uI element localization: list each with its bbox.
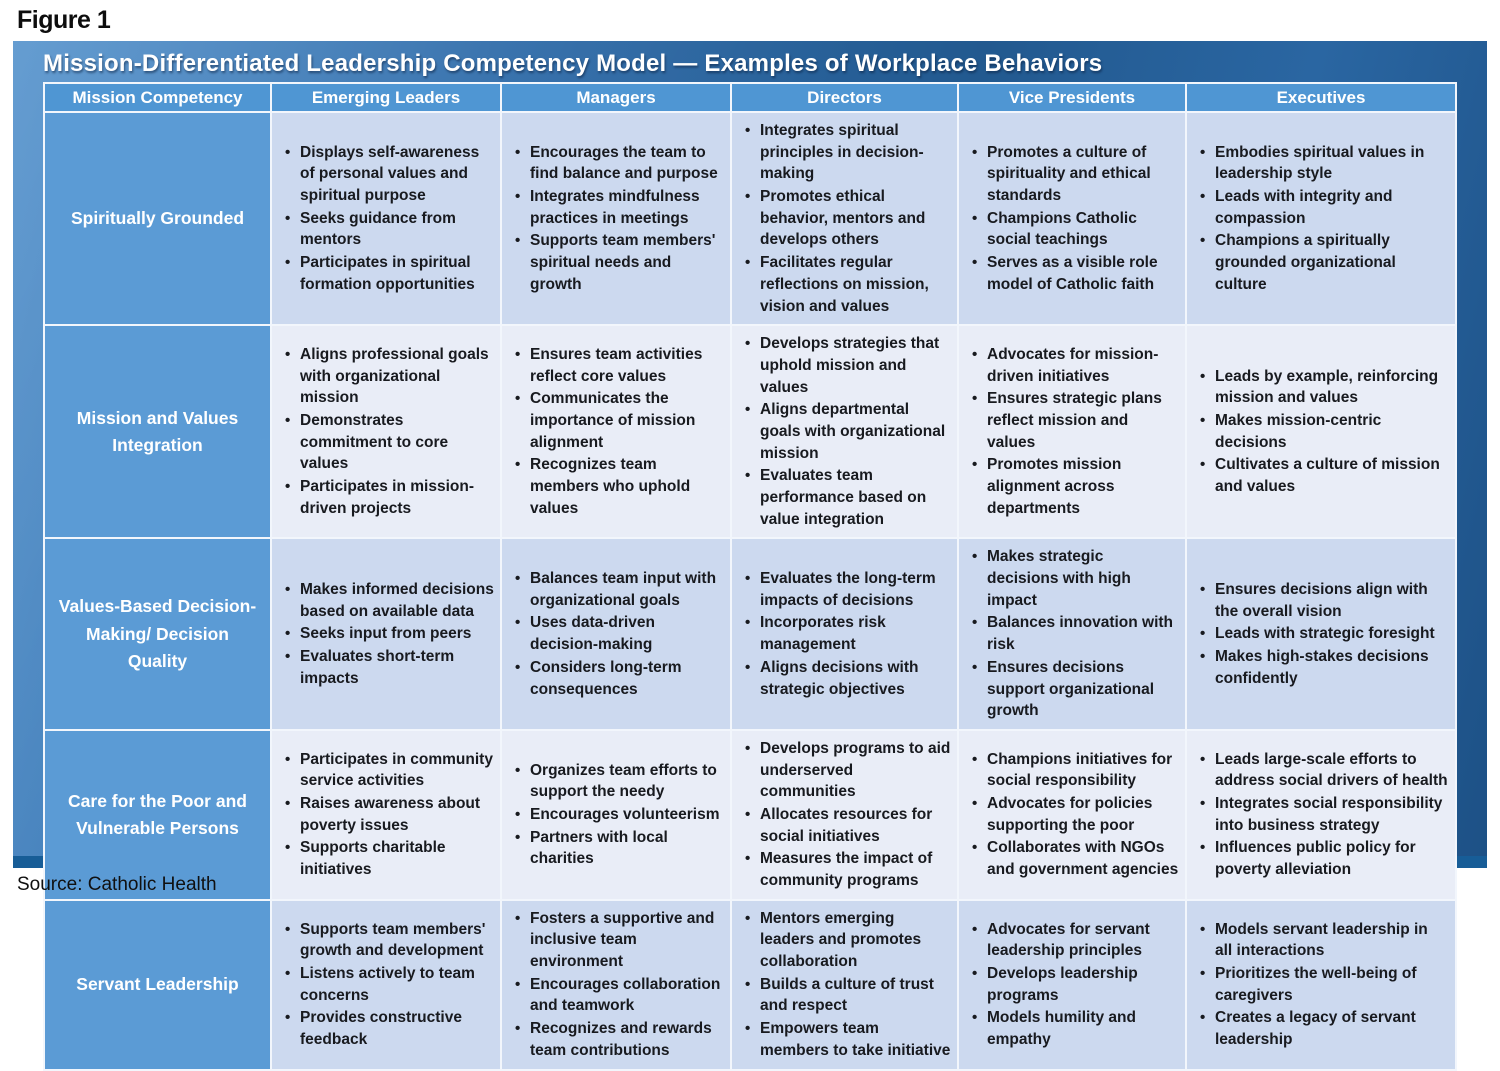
behavior-cell	[271, 112, 501, 325]
behavior-item: • Makes mission-centric decisions	[1197, 410, 1449, 453]
behavior-cell	[958, 730, 1186, 900]
behavior-item: • Prioritizes the well-being of caregivers	[1197, 963, 1449, 1006]
behavior-list	[1191, 366, 1451, 498]
behavior-cell	[271, 325, 501, 538]
behavior-list	[736, 738, 953, 892]
behavior-item: • Models servant leadership in all interactions	[1197, 919, 1449, 962]
behavior-item: • Incorporates risk management	[742, 612, 951, 655]
behavior-item: • Recognizes team members who uphold values	[512, 454, 724, 519]
behavior-list	[276, 749, 496, 881]
behavior-item: • Models humility and empathy	[969, 1007, 1179, 1050]
behavior-cell	[1186, 538, 1456, 730]
column-header-directors: Directors	[731, 83, 958, 112]
behavior-item: • Recognizes and rewards team contributions	[512, 1018, 724, 1061]
behavior-item: • Demonstrates commitment to core values	[282, 410, 494, 475]
behavior-list	[276, 579, 496, 689]
behavior-cell	[271, 730, 501, 900]
behavior-item: • Evaluates the long-term impacts of decisions	[742, 568, 951, 611]
behavior-cell	[958, 900, 1186, 1070]
column-header-executives: Executives	[1186, 83, 1456, 112]
table-row	[44, 538, 1456, 730]
table-row	[44, 325, 1456, 538]
behavior-list	[736, 568, 953, 700]
behavior-cell	[731, 900, 958, 1070]
behavior-item: • Partners with local charities	[512, 827, 724, 870]
behavior-item: • Advocates for servant leadership principles	[969, 919, 1179, 962]
behavior-list	[963, 546, 1181, 722]
behavior-item: • Embodies spiritual values in leadership style	[1197, 142, 1449, 185]
behavior-item: • Leads with integrity and compassion	[1197, 186, 1449, 229]
behavior-list	[506, 142, 726, 296]
behavior-item: • Participates in spiritual formation opportunities	[282, 252, 494, 295]
behavior-cell	[958, 538, 1186, 730]
behavior-item: • Supports charitable initiatives	[282, 837, 494, 880]
behavior-item: • Participates in mission-driven projects	[282, 476, 494, 519]
behavior-cell	[1186, 112, 1456, 325]
behavior-cell	[501, 900, 731, 1070]
behavior-item: • Listens actively to team concerns	[282, 963, 494, 1006]
behavior-item: • Promotes a culture of spirituality and ethical standards	[969, 142, 1179, 207]
behavior-item: • Balances innovation with risk	[969, 612, 1179, 655]
behavior-list	[506, 344, 726, 520]
behavior-item: • Ensures strategic plans reflect mission and values	[969, 388, 1179, 453]
behavior-list	[963, 919, 1181, 1051]
behavior-item: • Ensures decisions align with the overall vision	[1197, 579, 1449, 622]
table-row	[44, 900, 1456, 1070]
behavior-item: • Promotes mission alignment across departments	[969, 454, 1179, 519]
behavior-list	[963, 142, 1181, 296]
column-header-emerging-leaders: Emerging Leaders	[271, 83, 501, 112]
behavior-cell	[1186, 325, 1456, 538]
table-row	[44, 730, 1456, 900]
behavior-item: • Considers long-term consequences	[512, 657, 724, 700]
behavior-cell	[1186, 900, 1456, 1070]
behavior-item: • Allocates resources for social initiatives	[742, 804, 951, 847]
behavior-item: • Balances team input with organizational goals	[512, 568, 724, 611]
behavior-item: • Integrates social responsibility into business strategy	[1197, 793, 1449, 836]
behavior-cell	[731, 325, 958, 538]
behavior-item: • Measures the impact of community programs	[742, 848, 951, 891]
behavior-list	[736, 908, 953, 1062]
column-header-managers: Managers	[501, 83, 731, 112]
table-body	[44, 83, 1456, 1070]
behavior-cell	[501, 730, 731, 900]
behavior-item: • Seeks guidance from mentors	[282, 208, 494, 251]
behavior-item: • Empowers team members to take initiative	[742, 1018, 951, 1061]
behavior-list	[506, 568, 726, 700]
competency-label: Spiritually Grounded	[44, 112, 271, 325]
behavior-item: • Develops strategies that uphold mission and values	[742, 333, 951, 398]
behavior-item: • Makes strategic decisions with high impact	[969, 546, 1179, 611]
behavior-list	[506, 760, 726, 870]
behavior-item: • Leads with strategic foresight	[1197, 623, 1449, 645]
behavior-cell	[501, 538, 731, 730]
behavior-list	[963, 749, 1181, 881]
behavior-item: • Creates a legacy of servant leadership	[1197, 1007, 1449, 1050]
behavior-cell	[271, 900, 501, 1070]
behavior-item: • Integrates spiritual principles in decision-making	[742, 120, 951, 185]
behavior-item: • Influences public policy for poverty alleviation	[1197, 837, 1449, 880]
behavior-cell	[501, 112, 731, 325]
behavior-cell	[958, 325, 1186, 538]
behavior-cell	[958, 112, 1186, 325]
behavior-item: • Evaluates team performance based on value integration	[742, 465, 951, 530]
behavior-item: • Advocates for mission-driven initiatives	[969, 344, 1179, 387]
competency-table	[43, 82, 1457, 1071]
behavior-item: • Collaborates with NGOs and government agencies	[969, 837, 1179, 880]
figure-label: Figure 1	[17, 6, 111, 34]
behavior-item: • Organizes team efforts to support the needy	[512, 760, 724, 803]
behavior-item: • Serves as a visible role model of Catholic faith	[969, 252, 1179, 295]
behavior-list	[1191, 919, 1451, 1051]
column-header-mission-competency: Mission Competency	[44, 83, 271, 112]
behavior-item: • Encourages volunteerism	[512, 804, 724, 826]
behavior-item: • Provides constructive feedback	[282, 1007, 494, 1050]
behavior-item: • Builds a culture of trust and respect	[742, 974, 951, 1017]
behavior-item: • Displays self-awareness of personal values and spiritual purpose	[282, 142, 494, 207]
behavior-list	[276, 142, 496, 296]
panel-title: Mission-Differentiated Leadership Competency Model — Examples of Workplace Behaviors	[43, 50, 1103, 77]
behavior-item: • Ensures team activities reflect core values	[512, 344, 724, 387]
behavior-item: • Supports team members' growth and development	[282, 919, 494, 962]
behavior-item: • Makes informed decisions based on available data	[282, 579, 494, 622]
behavior-item: • Facilitates regular reflections on mission, vision and values	[742, 252, 951, 317]
behavior-list	[506, 908, 726, 1062]
behavior-list	[276, 919, 496, 1051]
behavior-item: • Advocates for policies supporting the poor	[969, 793, 1179, 836]
behavior-item: • Develops leadership programs	[969, 963, 1179, 1006]
table-row	[44, 112, 1456, 325]
competency-label: Values-Based Decision-Making/ Decision Quality	[44, 538, 271, 730]
behavior-item: • Fosters a supportive and inclusive team environment	[512, 908, 724, 973]
behavior-item: • Ensures decisions support organizational growth	[969, 657, 1179, 722]
behavior-item: • Raises awareness about poverty issues	[282, 793, 494, 836]
behavior-item: • Evaluates short-term impacts	[282, 646, 494, 689]
competency-label: Servant Leadership	[44, 900, 271, 1070]
behavior-list	[1191, 749, 1451, 881]
behavior-item: • Champions a spiritually grounded organizational culture	[1197, 230, 1449, 295]
behavior-list	[963, 344, 1181, 520]
behavior-cell	[731, 730, 958, 900]
behavior-item: • Uses data-driven decision-making	[512, 612, 724, 655]
behavior-item: • Leads by example, reinforcing mission and values	[1197, 366, 1449, 409]
behavior-item: • Encourages the team to find balance and purpose	[512, 142, 724, 185]
behavior-item: • Champions Catholic social teachings	[969, 208, 1179, 251]
behavior-item: • Encourages collaboration and teamwork	[512, 974, 724, 1017]
behavior-cell	[271, 538, 501, 730]
behavior-item: • Promotes ethical behavior, mentors and develops others	[742, 186, 951, 251]
behavior-item: • Aligns decisions with strategic objectives	[742, 657, 951, 700]
behavior-item: • Seeks input from peers	[282, 623, 494, 645]
behavior-list	[736, 333, 953, 530]
behavior-item: • Aligns departmental goals with organizational mission	[742, 399, 951, 464]
behavior-item: • Aligns professional goals with organizational mission	[282, 344, 494, 409]
behavior-cell	[501, 325, 731, 538]
behavior-item: • Leads large-scale efforts to address social drivers of health	[1197, 749, 1449, 792]
behavior-item: • Cultivates a culture of mission and values	[1197, 454, 1449, 497]
behavior-item: • Makes high-stakes decisions confidently	[1197, 646, 1449, 689]
behavior-list	[276, 344, 496, 520]
behavior-item: • Integrates mindfulness practices in meetings	[512, 186, 724, 229]
behavior-item: • Champions initiatives for social responsibility	[969, 749, 1179, 792]
behavior-list	[1191, 579, 1451, 689]
behavior-list	[736, 120, 953, 317]
behavior-cell	[1186, 730, 1456, 900]
column-header-vice-presidents: Vice Presidents	[958, 83, 1186, 112]
behavior-cell	[731, 538, 958, 730]
behavior-item: • Mentors emerging leaders and promotes collaboration	[742, 908, 951, 973]
source-note: Source: Catholic Health	[17, 874, 217, 895]
table-header-row	[44, 83, 1456, 112]
behavior-item: • Supports team members' spiritual needs and growth	[512, 230, 724, 295]
competency-label: Care for the Poor and Vulnerable Persons	[44, 730, 271, 900]
behavior-item: • Participates in community service activities	[282, 749, 494, 792]
behavior-list	[1191, 142, 1451, 296]
behavior-item: • Communicates the importance of mission alignment	[512, 388, 724, 453]
competency-label: Mission and Values Integration	[44, 325, 271, 538]
behavior-item: • Develops programs to aid underserved communities	[742, 738, 951, 803]
behavior-cell	[731, 112, 958, 325]
